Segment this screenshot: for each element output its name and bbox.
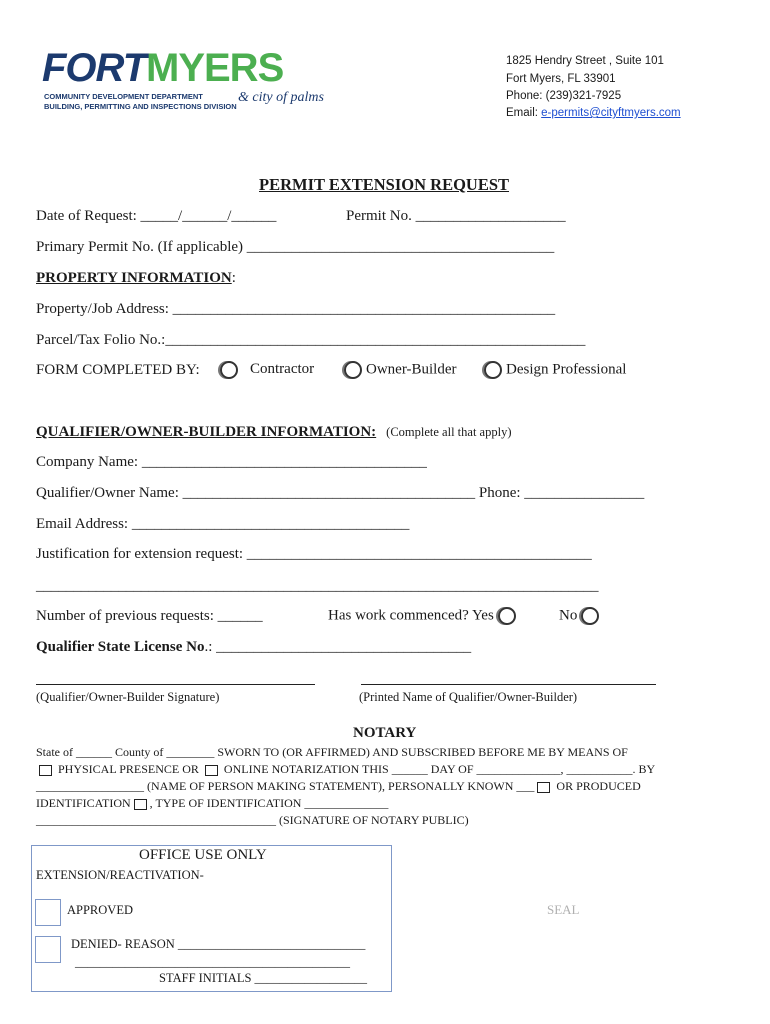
signature-caption-left: (Qualifier/Owner-Builder Signature) [36,690,220,704]
approved-checkbox[interactable] [35,899,61,926]
license-no-blank: .: __________________________________ [204,639,472,655]
office-use-heading: OFFICE USE ONLY [139,847,267,863]
notary-signature-line[interactable]: ________________________________________ (SIGNATURE OF NOTARY PUBLIC) [36,813,469,827]
property-address-field[interactable]: Property/Job Address: ___________________________________________________ [36,301,556,317]
city-logo [42,46,342,120]
parcel-folio-field[interactable]: Parcel/Tax Folio No.:________________________________________________________ [36,332,586,348]
notary-heading: NOTARY [353,725,417,741]
logo-myers-text: MYERS [146,46,284,90]
online-notarization-checkbox[interactable] [205,765,218,776]
contractor-radio[interactable] [220,361,238,379]
signature-line-left[interactable] [36,684,315,685]
license-no-field[interactable] [36,639,471,656]
email-line [506,107,681,119]
work-commenced-label: Has work commenced? Yes [328,607,494,624]
design-professional-radio[interactable] [484,361,502,379]
license-no-label: Qualifier State License No [36,639,205,655]
property-info-heading [36,270,236,287]
work-commenced-no-label: No [559,607,578,624]
permit-no-field[interactable]: Permit No. ____________________ [346,208,566,224]
notary-line3-produced: OR PRODUCED [556,779,641,793]
identification-type: , TYPE OF IDENTIFICATION ______________ [149,796,389,810]
qualifier-section-heading [36,423,511,441]
email-link[interactable]: e-permits@cityftmyers.com [541,107,681,119]
signature-line-right[interactable] [361,684,656,685]
denied-reason-field[interactable]: DENIED- REASON ______________________________ [71,937,366,951]
previous-requests-field[interactable]: Number of previous requests: ______ [36,608,263,624]
notary-line4 [36,796,388,811]
owner-builder-radio[interactable] [344,361,362,379]
email-label: Email: [506,107,542,119]
primary-permit-field[interactable]: Primary Permit No. (If applicable) _________________________________________ [36,239,555,255]
personally-known-checkbox[interactable] [537,782,550,793]
identification-label: IDENTIFICATION [36,796,131,810]
qualifier-heading-text: QUALIFIER/OWNER-BUILDER INFORMATION: [36,424,377,440]
logo-dept-line1: COMMUNITY DEVELOPMENT DEPARTMENT [44,92,203,101]
staff-initials-field[interactable]: STAFF INITIALS __________________ [159,971,368,985]
logo-tagline [238,90,324,106]
design-professional-label: Design Professional [506,361,627,378]
qualifier-owner-name-field[interactable]: Qualifier/Owner Name: _______________________________________ Phone: ________________ [36,485,645,501]
tagline-ampersand: & [238,90,253,105]
notary-line2 [36,762,655,777]
notary-line3 [36,779,641,794]
approved-label: APPROVED [67,903,133,917]
contractor-label: Contractor [250,361,315,378]
justification-field-line2[interactable]: ___________________________________________________________________________ [36,578,599,594]
completed-by-contractor-option[interactable] [216,361,314,379]
completed-by-owner-builder-option[interactable] [340,361,457,379]
date-of-request-field[interactable]: Date of Request: _____/______/______ [36,208,277,224]
property-heading-text: PROPERTY INFORMATION [36,270,232,286]
phone-line: Phone: (239)321-7925 [506,90,622,102]
notary-line3-text: __________________ (NAME OF PERSON MAKING STATEMENT), PERSONALLY KNOWN ___ [36,779,535,793]
seal-placeholder: SEAL [547,902,580,917]
notary-line1: State of ______ County of ________ SWORN TO (OR AFFIRMED) AND SUBSCRIBED BEFORE ME BY MEANS OF [36,745,628,759]
logo-dept-line2: BUILDING, PERMITTING AND INSPECTIONS DIVISION [44,102,237,111]
work-commenced-no-radio[interactable] [581,607,599,625]
denied-checkbox[interactable] [35,936,61,963]
form-completed-by-row [36,362,200,379]
work-commenced-no-option[interactable] [559,607,603,625]
company-name-field[interactable]: Company Name: ______________________________________ [36,454,427,470]
justification-field[interactable]: Justification for extension request: ______________________________________________ [36,546,592,562]
qualifier-heading-note: (Complete all that apply) [386,425,512,439]
extension-reactivation-label: EXTENSION/REACTIVATION- [36,868,204,882]
completed-by-design-professional-option[interactable] [480,361,626,379]
tagline-text: city of palms [252,90,324,105]
email-address-field[interactable]: Email Address: _____________________________________ [36,516,410,532]
property-heading-colon: : [231,270,236,286]
online-notarization-label: ONLINE NOTARIZATION THIS ______ DAY OF ______________, ___________. BY [223,762,656,776]
identification-checkbox[interactable] [134,799,147,810]
address-line1: 1825 Hendry Street , Suite 101 [506,55,664,67]
physical-presence-label: PHYSICAL PRESENCE OR [58,762,199,776]
owner-builder-label: Owner-Builder [366,361,457,378]
physical-presence-checkbox[interactable] [39,765,52,776]
address-line2: Fort Myers, FL 33901 [506,73,616,85]
denied-reason-line2[interactable]: ____________________________________________ [75,955,350,969]
work-commenced-row [328,607,520,625]
work-commenced-yes-radio[interactable] [498,607,516,625]
form-title: PERMIT EXTENSION REQUEST [259,175,510,194]
logo-fort-text: FORT [42,46,147,90]
signature-caption-right: (Printed Name of Qualifier/Owner-Builder) [359,690,578,704]
form-completed-by-label: FORM COMPLETED BY: [36,362,200,378]
